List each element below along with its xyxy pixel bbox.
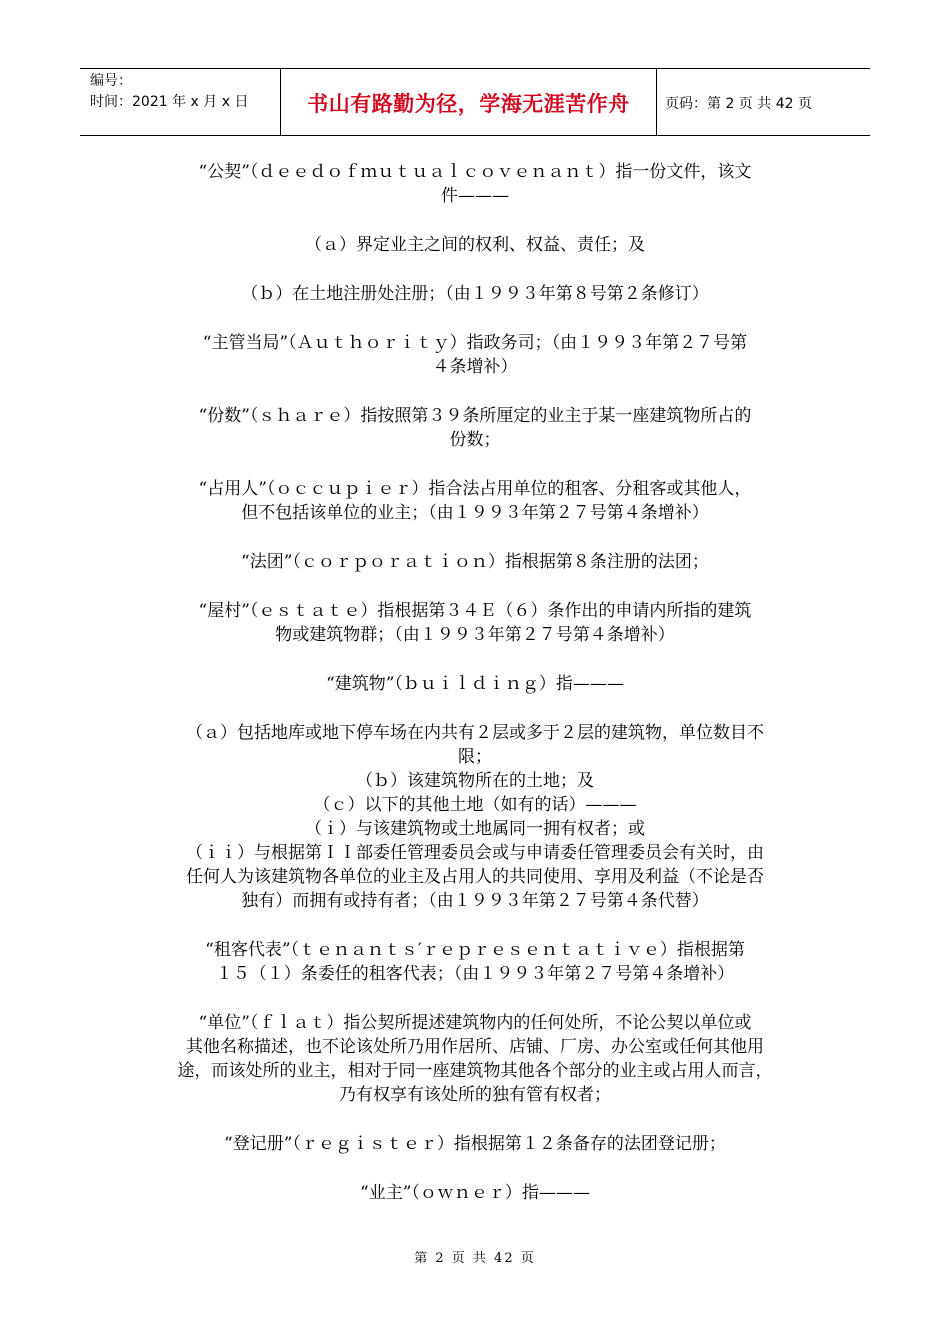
paragraph-line: “单位”（ｆｌａｔ）指公契所提述建筑物内的任何处所，不论公契以单位或	[198, 1013, 752, 1033]
header-motto-cell	[281, 69, 657, 135]
paragraph-line: 独有）而拥有或持有者；（由１９９３年第２７号第４条代替）	[241, 891, 709, 911]
paragraph-line: １５（１）条委任的租客代表；（由１９９３年第２７号第４条增补）	[215, 964, 735, 984]
header-page-label: 页码：第 2 页 共 42 页	[665, 96, 812, 112]
paragraph-line: （ｃ）以下的其他土地（如有的话）———	[313, 795, 637, 815]
paragraph-line: （ｉ）与该建筑物或土地属同一拥有权者；或	[305, 819, 645, 839]
paragraph-line: 乃有权享有该处所的独有管有权者；	[339, 1085, 611, 1105]
header-motto: 书山有路勤为径，学海无涯苦作舟	[307, 92, 630, 116]
definition-paragraph	[150, 1011, 800, 1107]
paragraph-line: “租客代表”（ｔｅｎａｎｔｓ′ｒｅｐｒｅｓｅｎｔａｔｉｖｅ）指根据第	[205, 940, 745, 960]
definition-paragraph	[150, 672, 800, 696]
paragraph-line: ４条增补）	[432, 357, 518, 377]
definition-paragraph	[150, 404, 800, 452]
paragraph-line: “登记册”（ｒｅｇｉｓｔｅｒ）指根据第１２条备存的法团登记册；	[224, 1134, 726, 1154]
paragraph-line: （ｉｉ）与根据第ＩＩ部委任管理委员会或与申请委任管理委员会有关时，由	[186, 843, 764, 863]
paragraph-line: （ａ）包括地库或地下停车场在内共有２层或多于２层的建筑物，单位数目不	[186, 723, 764, 743]
definition-paragraph	[150, 599, 800, 647]
definition-paragraph	[150, 233, 800, 257]
definition-paragraph	[150, 1181, 800, 1205]
definition-paragraph	[150, 160, 800, 208]
paragraph-line: 限；	[458, 747, 492, 767]
paragraph-line: “公契”（ｄｅｅｄｏｆｍｕｔｕａｌｃｏｖｅｎａｎｔ）指一份文件，该文	[198, 162, 752, 182]
paragraph-line: 但不包括该单位的业主；（由１９９３年第２７号第４条增补）	[241, 503, 709, 523]
paragraph-line: “份数”（ｓｈａｒｅ）指按照第３９条所厘定的业主于某一座建筑物所占的	[198, 406, 752, 426]
header-info-cell	[80, 69, 281, 135]
paragraph-line: 其他名称描述，也不论该处所乃用作居所、店铺、厂房、办公室或任何其他用	[186, 1037, 764, 1057]
definition-paragraph	[150, 938, 800, 986]
definition-paragraph	[150, 550, 800, 574]
paragraph-line: “业主”（ｏｗｎｅｒ）指———	[360, 1183, 590, 1203]
paragraph-line: 份数；	[449, 430, 501, 450]
definition-paragraph	[150, 282, 800, 306]
page-footer	[0, 1247, 950, 1266]
paragraph-line: （ｂ）在土地注册处注册；（由１９９３年第８号第２条修订）	[241, 284, 709, 304]
paragraph-line: “占用人”（ｏｃｃｕｐｉｅｒ）指合法占用单位的租客、分租客或其他人，	[198, 479, 752, 499]
paragraph-line: “主管当局”（Ａｕｔｈｏｒｉｔｙ）指政务司；（由１９９３年第２７号第	[202, 333, 748, 353]
header-page-cell	[657, 69, 870, 135]
footer-page-number: 第 2 页 共 42 页	[414, 1251, 536, 1266]
paragraph-line: 途，而该处所的业主，相对于同一座建筑物其他各个部分的业主或占用人而言，	[177, 1061, 773, 1081]
paragraph-line: （ａ）界定业主之间的权利、权益、责任；及	[305, 235, 645, 255]
paragraph-line: 任何人为该建筑物各单位的业主及占用人的共同使用、享用及利益（不论是否	[186, 867, 764, 887]
paragraph-line: “法团”（ｃｏｒｐｏｒａｔｉｏｎ）指根据第８条注册的法团；	[241, 552, 709, 572]
definition-paragraph	[150, 477, 800, 525]
definition-paragraph	[150, 721, 800, 913]
definition-paragraph	[150, 331, 800, 379]
paragraph-line: 件———	[441, 186, 509, 206]
paragraph-line: 物或建筑物群；（由１９９３年第２７号第４条增补）	[275, 625, 675, 645]
document-body	[150, 160, 800, 1230]
header-table	[80, 68, 870, 136]
paragraph-line: “建筑物”（ｂｕｉｌｄｉｎｇ）指———	[326, 674, 624, 694]
definition-paragraph	[150, 1132, 800, 1156]
paragraph-line: （ｂ）该建筑物所在的土地；及	[356, 771, 594, 791]
paragraph-line: “屋村”（ｅｓｔａｔｅ）指根据第３４Ｅ（６）条作出的申请内所指的建筑	[198, 601, 752, 621]
document-code-label: 编号：	[90, 73, 132, 89]
document-time-label: 时间：2021 年 x 月 x 日	[90, 94, 249, 110]
